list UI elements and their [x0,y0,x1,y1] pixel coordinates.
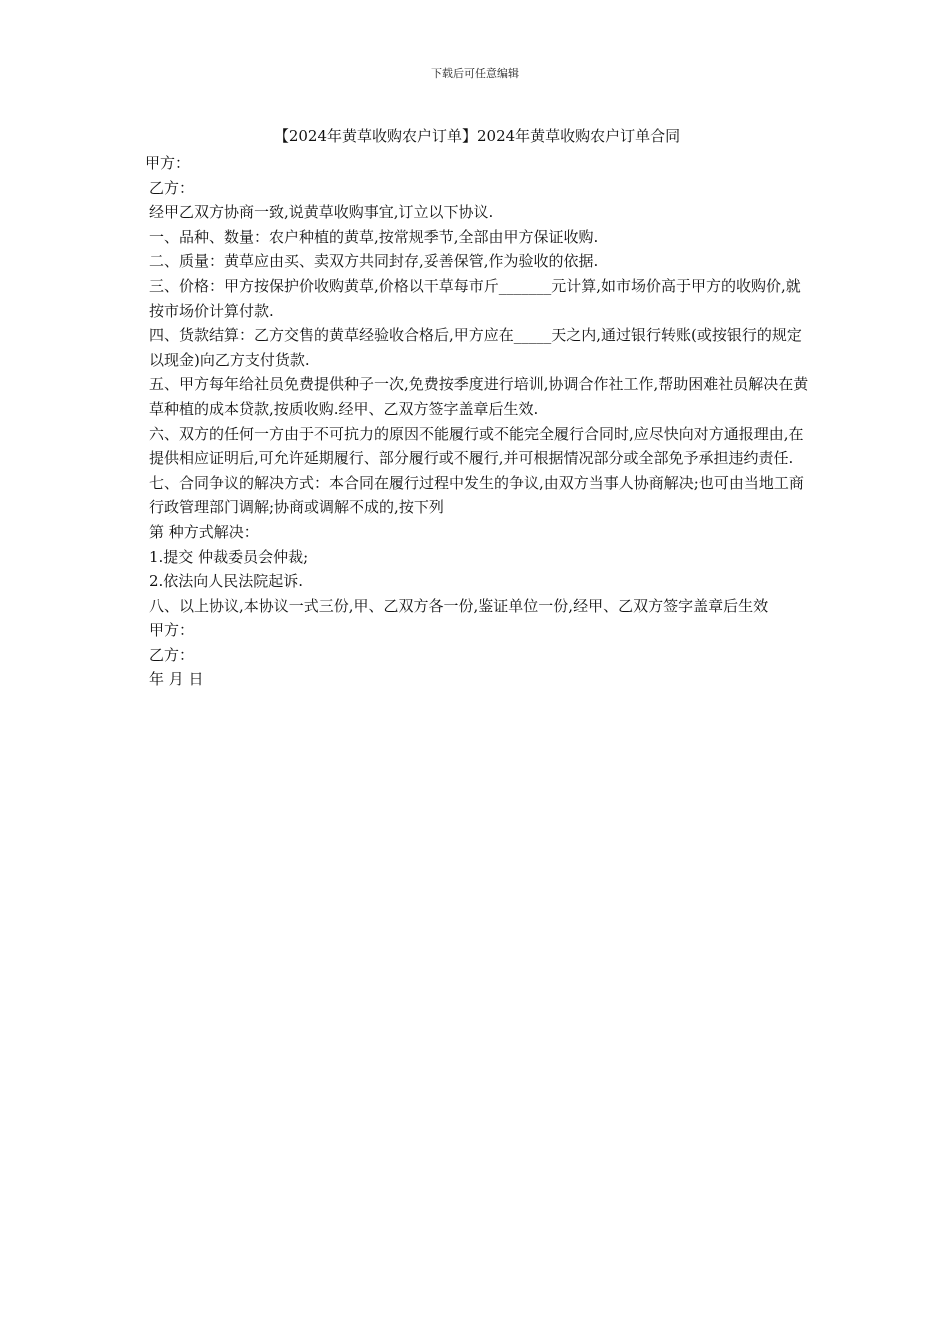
clause-8: 八、以上协议,本协议一式三份,甲、乙双方各一份,鉴证单位一份,经甲、乙双方签字盖章后生效 [149,596,769,615]
dispute-option-1: 1.提交 仲裁委员会仲裁; [149,547,309,566]
signature-party-b: 乙方： [149,645,195,664]
intro-paragraph: 经甲乙双方协商一致,说黄草收购事宜,订立以下协议. [149,203,494,222]
clause-7-method: 第 种方式解决： [149,522,259,541]
party-a-label: 甲方： [145,154,191,172]
document-title: 【2024年黄草收购农户订单】2024年黄草收购农户订单合同 [273,127,681,145]
clause-4: 四、货款结算：乙方交售的黄草经验收合格后,甲方应在_____天之内,通过银行转账(或按银行的规定以现金)向乙方支付货款. [149,326,802,369]
page-header-note: 下载后可任意编辑 [431,67,519,80]
clause-2: 二、质量：黄草应由买、卖双方共同封存,妥善保管,作为验收的依据. [149,252,599,271]
document-body [145,125,809,692]
clause-7: 七、合同争议的解决方式：本合同在履行过程中发生的争议,由双方当事人协商解决;也可由当地工商行政管理部门调解;协商或调解不成的,按下列 [149,473,804,517]
signature-party-a: 甲方： [149,621,195,640]
dispute-option-2: 2.依法向人民法院起诉. [149,572,304,591]
party-b-label: 乙方： [149,178,195,197]
signature-date: 年 月 日 [149,670,204,689]
clause-6: 六、双方的任何一方由于不可抗力的原因不能履行或不能完全履行合同时,应尽快向对方通报理由,在提供相应证明后,可允许延期履行、部分履行或不履行,并可根据情况部分或全部免予承担违约责任. [149,424,804,468]
clause-3: 三、价格：甲方按保护价收购黄草,价格以干草每市斤_______元计算,如市场价高于甲方的收购价,就按市场价计算付款. [149,276,801,320]
clause-1: 一、品种、数量：农户种植的黄草,按常规季节,全部由甲方保证收购. [149,227,599,246]
clause-5: 五、甲方每年给社员免费提供种子一次,免费按季度进行培训,协调合作社工作,帮助困难社员解决在黄草种植的成本贷款,按质收购.经甲、乙双方签字盖章后生效. [149,375,809,418]
